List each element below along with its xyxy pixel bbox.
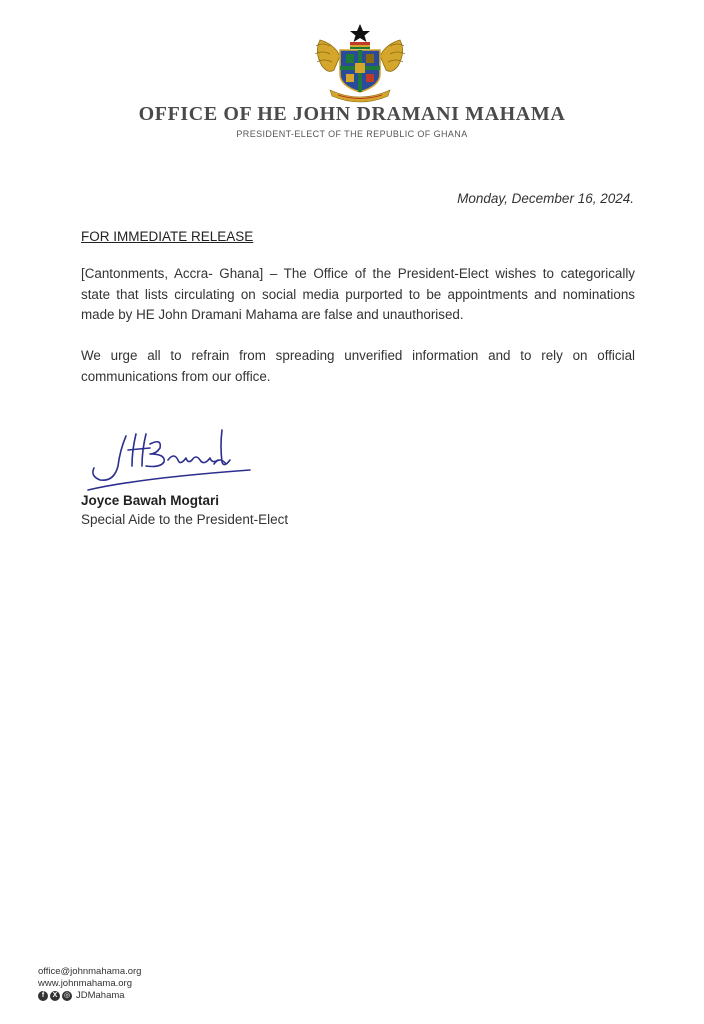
signer-title: Special Aide to the President-Elect	[81, 512, 289, 527]
facebook-icon[interactable]: f	[38, 991, 48, 1001]
release-label: FOR IMMEDIATE RELEASE	[81, 229, 254, 244]
body-paragraph: [Cantonments, Accra- Ghana] – The Office of the President-Elect wishes to categorically state that lists circulating on social media purported to be appointments and nominations made by HE John Dramani Mahama are false and unauthorised.	[81, 266, 635, 322]
release-date: Monday, December 16, 2024.	[457, 191, 634, 206]
page-title: OFFICE OF HE JOHN DRAMANI MAHAMA	[138, 103, 566, 125]
footer-social	[38, 990, 141, 1002]
footer-website[interactable]: www.johnmahama.org	[38, 978, 132, 989]
signer-name: Joyce Bawah Mogtari	[81, 493, 220, 508]
footer-email[interactable]: office@johnmahama.org	[38, 966, 142, 977]
social-handle: JDMahama	[76, 990, 125, 1001]
footer	[38, 966, 141, 1002]
ghana-coat-of-arms-icon	[312, 22, 408, 104]
page-subtitle: PRESIDENT-ELECT OF THE REPUBLIC OF GHANA	[236, 129, 468, 139]
body-paragraph: We urge all to refrain from spreading unverified information and to rely on official communications from our office.	[81, 348, 635, 384]
instagram-icon[interactable]: ◎	[63, 992, 71, 999]
x-icon[interactable]: X	[50, 991, 60, 1001]
handwritten-signature	[80, 420, 258, 492]
